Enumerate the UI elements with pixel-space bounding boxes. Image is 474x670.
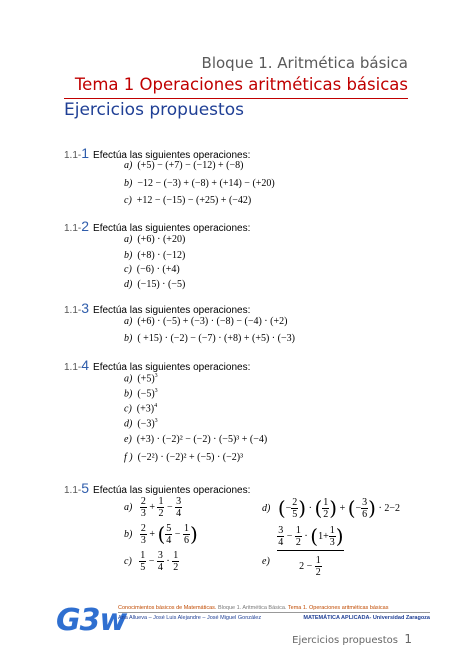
fraction: $\frac{1}{2}$ xyxy=(315,555,321,578)
exercise-2-heading xyxy=(64,218,250,234)
exercise-number: 1 xyxy=(81,145,90,161)
fraction: $\frac{3}{4}$ xyxy=(278,524,284,548)
exercise-2-item-a: a) (+6) · (+20) xyxy=(124,234,186,245)
fraction: $\frac{1}{2}$ xyxy=(158,496,164,519)
fraction: $\frac{3}{6}$ xyxy=(362,496,368,520)
exercise-number: 5 xyxy=(81,480,90,496)
footer-department: MATEMÁTICA APLICADA- Universidad Zaragoza xyxy=(303,615,430,621)
exercise-number: 2 xyxy=(81,218,90,234)
footer-authors: Ana Allueva – José Luis Alejandre – José Miguel González xyxy=(118,615,262,621)
fraction: $\frac{5}{4}$ xyxy=(166,522,172,546)
exercise-5-item-b: b) $\frac{2}{3}$ + ( $\frac{5}{4}$ − $\frac{1}{6}$ ) xyxy=(124,522,198,546)
exercise-2-item-b: b) (+8) · (−12) xyxy=(124,250,186,261)
footer-page-number: Ejercicios propuestos 1 xyxy=(292,632,412,646)
exercise-4-item-e: e) (+3) · (−2)² − (−2) · (−5)³ + (−4) xyxy=(124,434,268,445)
exercise-prefix: 1.1- xyxy=(64,223,82,234)
fraction: $\frac{1}{2}$ xyxy=(173,550,179,573)
compound-fraction: $\frac{3}{4}$ − $\frac{1}{2}$ · (1+ $\frac{1}{3}$ ) 2 − $\frac{1}{2}$ xyxy=(278,524,344,578)
exercise-prefix: 1.1- xyxy=(64,485,82,496)
footer-course-info: Conocimientos básicos de Matemáticas. Bloque 1. Aritmética Básica. Tema 1. Operaciones aritméticas básicas xyxy=(118,605,389,611)
g3w-logo: G3w xyxy=(56,603,127,638)
fraction: $\frac{3}{4}$ xyxy=(157,550,163,573)
fraction: $\frac{1}{5}$ xyxy=(140,550,146,573)
block-title: Bloque 1. Aritmética básica xyxy=(201,54,408,72)
exercise-4-item-f: f ) (−2²) · (−2)² + (−5) · (−2)³ xyxy=(124,452,244,463)
exercise-3-item-a: a) (+6) · (−5) + (−3) · (−8) − (−4) · (+2) xyxy=(124,316,288,327)
exercise-4-item-c: c) $(+3)^4$ xyxy=(124,403,158,415)
fraction: $\frac{2}{5}$ xyxy=(292,496,298,520)
exercise-4-item-d: d) $(-3)^3$ xyxy=(124,418,158,430)
exercise-1-item-a: a) (+5) − (+7) − (−12) + (−8) xyxy=(124,160,244,171)
fraction: $\frac{1}{2}$ xyxy=(295,524,301,548)
exercise-2-item-d: d) (−15) · (−5) xyxy=(124,279,186,290)
fraction: $\frac{2}{3}$ xyxy=(140,522,146,546)
exercise-5-item-c: c) $\frac{1}{5}$ − $\frac{3}{4}$ · $\frac{1}{2}$ xyxy=(124,550,179,573)
exercise-5-item-e: e) $\frac{3}{4}$ − $\frac{1}{2}$ · (1+ $\frac{1}{3}$ ) 2 − $\frac{1}{2}$ xyxy=(262,524,344,578)
exercise-prefix: 1.1- xyxy=(64,305,82,316)
exercise-3-item-b: b) ( +15) · (−2) − (−7) · (+8) + (+5) · (−3) xyxy=(124,333,295,344)
exercise-5-item-d: d) (− $\frac{2}{5}$ ) · ( $\frac{1}{2}$ ) + (− $\frac{3}{6}$ ) · 2−2 xyxy=(262,496,400,520)
exercise-1-item-c: c) +12 − (−15) − (+25) + (−42) xyxy=(124,195,252,206)
exercise-instruction: Efectúa las siguientes operaciones: xyxy=(93,362,251,373)
exercise-number: 3 xyxy=(81,300,90,316)
exercise-5-heading xyxy=(64,480,250,496)
exercise-number: 4 xyxy=(81,357,90,373)
fraction: $\frac{1}{3}$ xyxy=(329,524,335,548)
fraction: $\frac{1}{2}$ xyxy=(323,496,329,520)
footer-rule xyxy=(118,612,430,613)
exercise-instruction: Efectúa las siguientes operaciones: xyxy=(93,305,251,316)
exercise-instruction: Efectúa las siguientes operaciones: xyxy=(93,150,251,161)
exercise-4-heading xyxy=(64,357,250,373)
exercise-4-item-b: b) $(-5)^3$ xyxy=(124,388,158,400)
exercise-instruction: Efectúa las siguientes operaciones: xyxy=(93,223,251,234)
section-title: Ejercicios propuestos xyxy=(64,100,244,120)
exercise-1-heading xyxy=(64,145,250,161)
exercise-instruction: Efectúa las siguientes operaciones: xyxy=(93,485,251,496)
fraction: $\frac{3}{4}$ xyxy=(176,496,182,519)
exercise-prefix: 1.1- xyxy=(64,362,82,373)
exercise-4-item-a: a) $(+5)^3$ xyxy=(124,373,158,385)
fraction: $\frac{2}{3}$ xyxy=(140,496,146,519)
exercise-prefix: 1.1- xyxy=(64,150,82,161)
theme-title: Tema 1 Operaciones aritméticas básicas xyxy=(74,75,408,94)
exercise-3-heading xyxy=(64,300,250,316)
exercise-1-item-b: b) −12 − (−3) + (−8) + (+14) − (+20) xyxy=(124,178,275,189)
exercise-5-item-a: a) $\frac{2}{3}$ + $\frac{1}{2}$ − $\frac{3}{4}$ xyxy=(124,496,182,519)
fraction: $\frac{1}{6}$ xyxy=(183,522,189,546)
exercise-2-item-c: c) (−6) · (+4) xyxy=(124,264,180,275)
header-rule xyxy=(64,98,408,99)
